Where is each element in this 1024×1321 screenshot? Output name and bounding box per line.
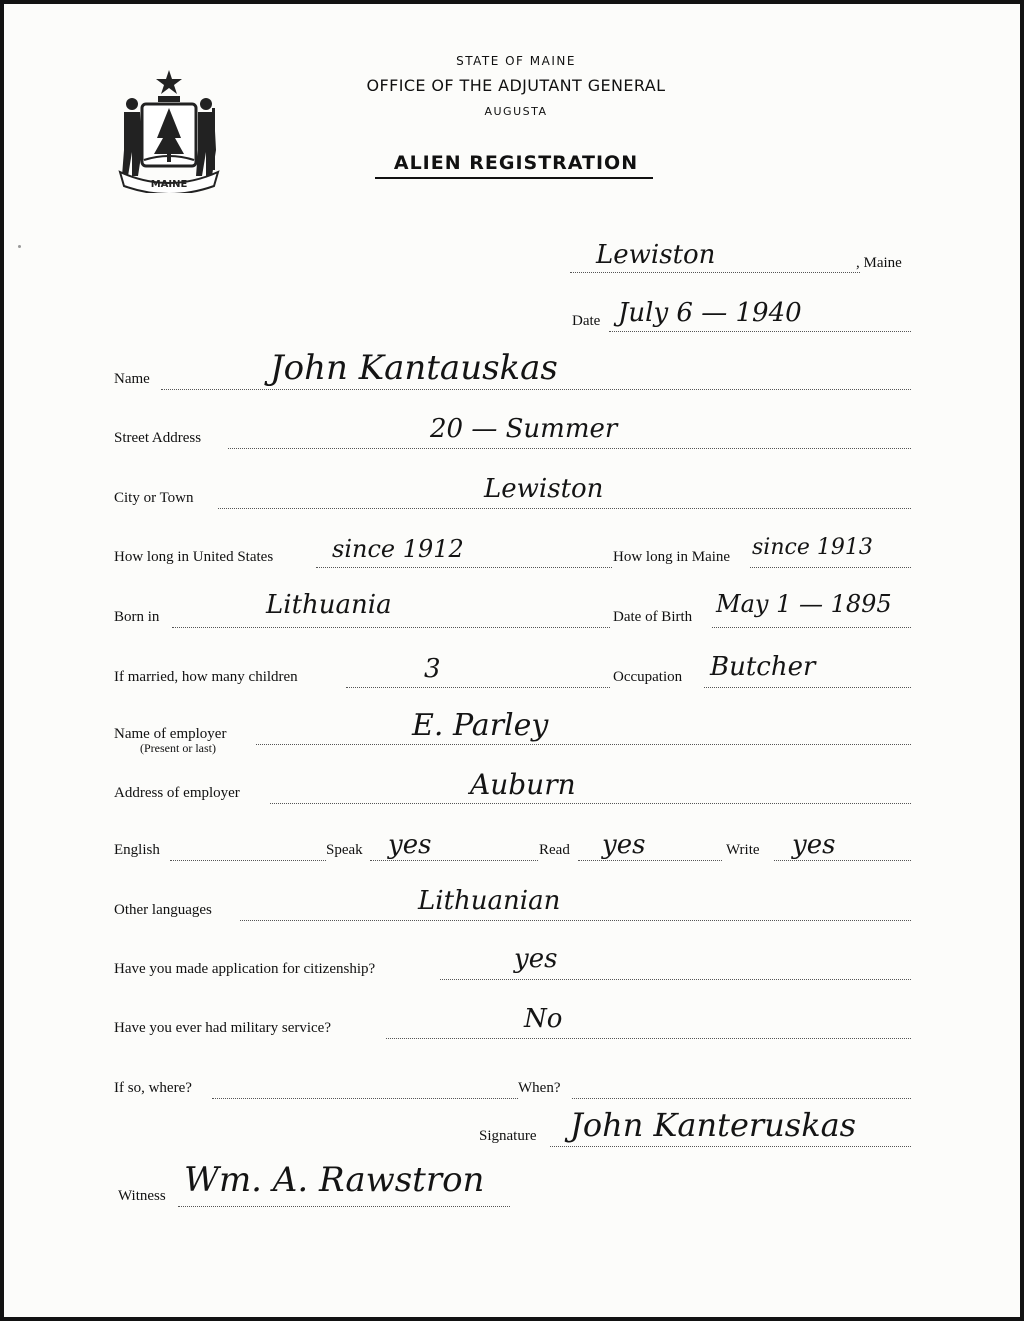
paper-speck: [18, 245, 21, 248]
how-long-maine-line: [750, 567, 911, 568]
other-languages-line: [240, 920, 911, 921]
occupation-value: Butcher: [710, 652, 816, 682]
where-line: [212, 1098, 518, 1099]
write-line: [774, 860, 911, 861]
date-line: [609, 331, 911, 332]
town-line: [570, 272, 860, 273]
how-long-us-label: How long in United States: [114, 549, 274, 565]
write-value: yes: [792, 830, 836, 860]
citizenship-line: [440, 979, 911, 980]
header-city: AUGUSTA: [484, 105, 548, 118]
when-label: When?: [518, 1080, 561, 1096]
date-of-birth-label: Date of Birth: [613, 609, 693, 625]
military-value: No: [524, 1004, 563, 1034]
witness-line: [178, 1206, 510, 1207]
name-value: John Kantauskas: [270, 348, 558, 388]
signature-value: John Kanteruskas: [570, 1106, 857, 1144]
registration-form: [4, 4, 1020, 1317]
how-long-us-line: [316, 567, 612, 568]
maine-label: , Maine: [856, 255, 902, 271]
city-value: Lewiston: [484, 474, 604, 504]
street-address-label: Street Address: [114, 430, 202, 446]
svg-text:MAINE: MAINE: [150, 179, 188, 190]
born-in-line: [172, 627, 610, 628]
military-line: [386, 1038, 911, 1039]
witness-value: Wm. A. Rawstron: [184, 1160, 485, 1200]
occupation-line: [704, 687, 911, 688]
citizenship-value: yes: [514, 944, 558, 974]
name-label: Name: [114, 371, 150, 387]
when-line: [572, 1098, 911, 1099]
form-title: ALIEN REGISTRATION: [393, 152, 639, 174]
children-value: 3: [424, 654, 441, 684]
employer-address-line: [270, 803, 911, 804]
header-office: OFFICE OF THE ADJUTANT GENERAL: [366, 76, 666, 95]
military-label: Have you ever had military service?: [114, 1020, 331, 1036]
witness-label: Witness: [118, 1188, 166, 1204]
english-line: [170, 860, 326, 861]
occupation-label: Occupation: [613, 669, 683, 685]
town-value: Lewiston: [596, 240, 716, 270]
street-address-line: [228, 448, 911, 449]
employer-value: E. Parley: [412, 708, 549, 743]
employer-address-value: Auburn: [470, 768, 576, 801]
date-value: July 6 — 1940: [618, 298, 802, 328]
employer-label: Name of employer: [114, 726, 227, 742]
signature-line: [550, 1146, 911, 1147]
city-line: [218, 508, 911, 509]
read-value: yes: [602, 830, 646, 860]
speak-value: yes: [388, 830, 432, 860]
title-underline: [375, 177, 653, 179]
children-line: [346, 687, 610, 688]
other-languages-value: Lithuanian: [418, 886, 561, 916]
born-in-value: Lithuania: [266, 590, 392, 620]
english-label: English: [114, 842, 160, 858]
date-label: Date: [572, 313, 601, 329]
name-line: [161, 389, 911, 390]
signature-label: Signature: [479, 1128, 537, 1144]
header-state: STATE OF MAINE: [456, 54, 576, 68]
employer-note: (Present or last): [140, 741, 216, 755]
date-of-birth-value: May 1 — 1895: [716, 590, 892, 618]
read-line: [578, 860, 722, 861]
read-label: Read: [539, 842, 570, 858]
city-label: City or Town: [114, 490, 194, 506]
write-label: Write: [726, 842, 760, 858]
how-long-maine-label: How long in Maine: [613, 549, 731, 565]
speak-label: Speak: [326, 842, 363, 858]
how-long-us-value: since 1912: [332, 535, 464, 563]
employer-address-label: Address of employer: [114, 785, 240, 801]
employer-line: [256, 744, 911, 745]
citizenship-label: Have you made application for citizenship?: [114, 961, 376, 977]
street-address-value: 20 — Summer: [430, 414, 618, 444]
date-of-birth-line: [712, 627, 911, 628]
where-label: If so, where?: [114, 1080, 192, 1096]
speak-line: [370, 860, 538, 861]
born-in-label: Born in: [114, 609, 160, 625]
how-long-maine-value: since 1913: [752, 535, 873, 560]
other-languages-label: Other languages: [114, 902, 212, 918]
children-label: If married, how many children: [114, 669, 298, 685]
